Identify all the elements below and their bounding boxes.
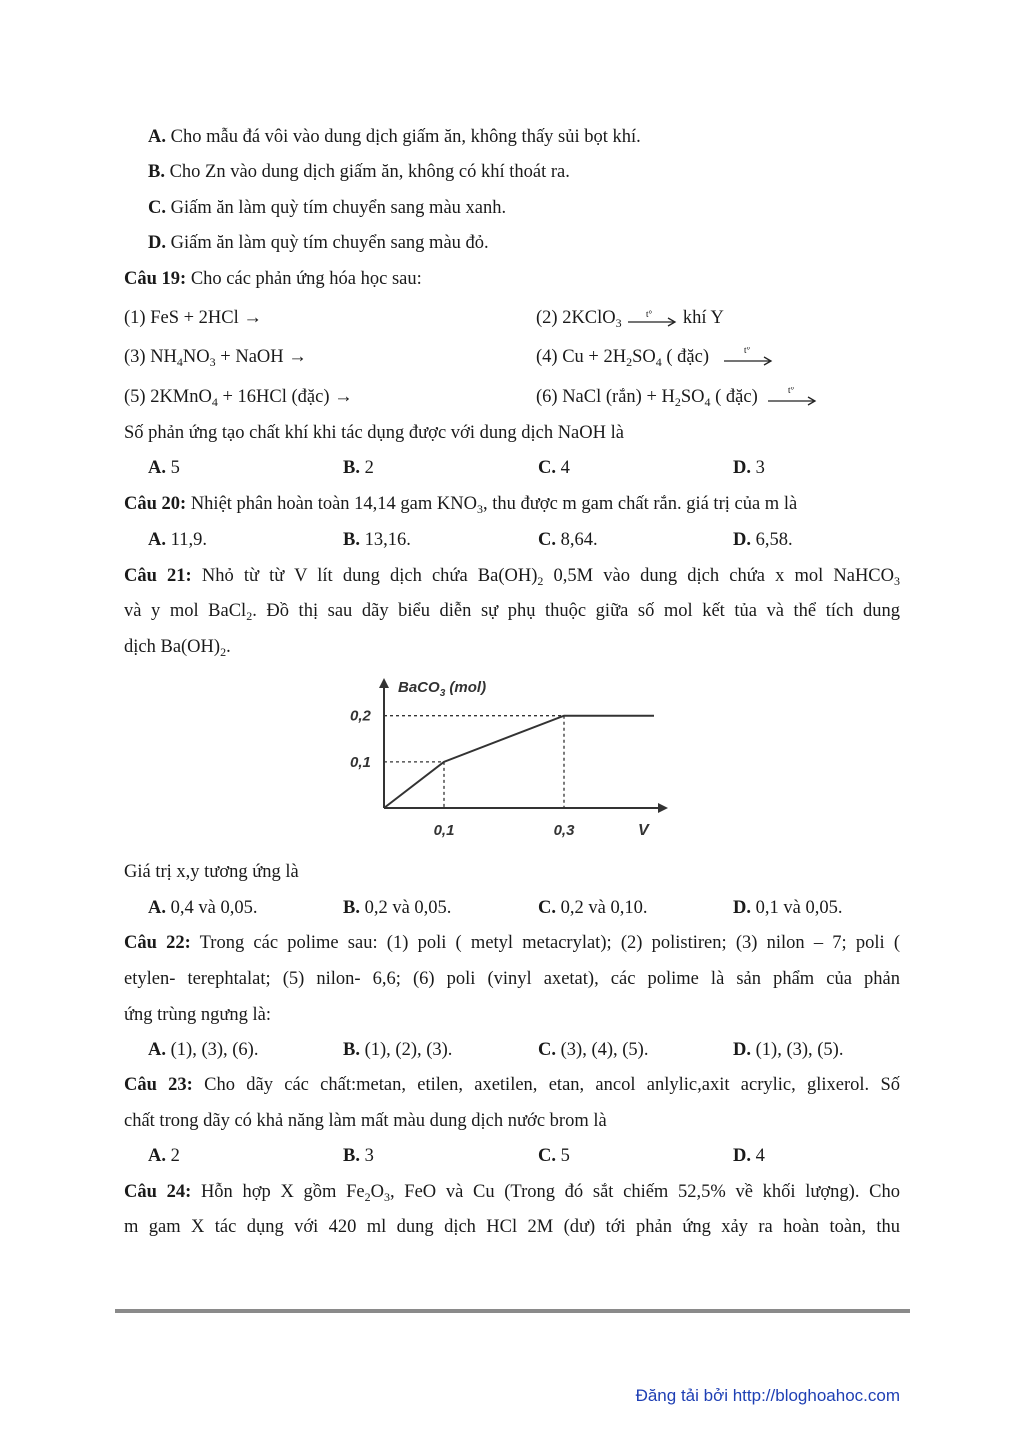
footer-credit: Đăng tải bởi http://bloghoahoc.com xyxy=(635,1386,900,1405)
q23-option-d: D. 4 xyxy=(733,1146,765,1166)
q21-option-b: B. 0,2 và 0,05. xyxy=(343,898,452,918)
q21-line-3: dịch $Ba(OH)_2$. xyxy=(124,637,231,659)
precipitate-chart xyxy=(340,672,680,842)
heat-arrow-icon xyxy=(722,347,774,369)
chart-x-tick-label: 0,3 xyxy=(553,822,575,839)
chart-x-label: V xyxy=(638,822,649,839)
q19-stem: Số phản ứng tạo chất khí khi tác dụng được với dung dịch NaOH là xyxy=(124,423,624,443)
chart-x-arrow-icon xyxy=(658,803,668,813)
q19-reaction-1: (1) FeS + 2HCl → xyxy=(124,308,262,328)
chart-y-tick-label: 0,2 xyxy=(350,707,371,725)
svg-text:t°: t° xyxy=(743,346,750,355)
q22-line-1: Câu 22: Trong các polime sau: (1) poli ( metyl metacrylat); (2) polistiren; (3) nilon – 7; poli ( xyxy=(124,933,900,953)
q21-option-a: A. 0,4 và 0,05. xyxy=(148,898,258,918)
q20-option-a: A. 11,9. xyxy=(148,530,207,550)
footer-divider xyxy=(115,1309,910,1313)
q20-option-b: B. 13,16. xyxy=(343,530,411,550)
q18-option-b: B. Cho Zn vào dung dịch giấm ăn, không có khí thoát ra. xyxy=(148,162,570,182)
svg-text:t°: t° xyxy=(788,386,795,395)
q20-option-d: D. 6,58. xyxy=(733,530,793,550)
q22-option-b: B. (1), (2), (3). xyxy=(343,1040,453,1060)
q19-option-b: B. 2 xyxy=(343,458,374,478)
q24-line-1: Câu 24: Hỗn hợp X gồm $Fe_2O_3$, FeO và Cu (Trong đó sắt chiếm 52,5% về khối lượng). Cho xyxy=(124,1182,900,1204)
q19-option-c: C. 4 xyxy=(538,458,570,478)
q24-line-2: m gam X tác dụng với 420 ml dung dịch HCl 2M (dư) tới phản ứng xảy ra hoàn toàn, thu xyxy=(124,1217,900,1237)
q22-option-a: A. (1), (3), (6). xyxy=(148,1040,259,1060)
q21-stem: Giá trị x,y tương ứng là xyxy=(124,862,299,882)
q20-option-c: C. 8,64. xyxy=(538,530,598,550)
q19-reaction-6: (6) NaCl (rắn) + $H_2SO_4$ ( đặc) t° xyxy=(536,386,818,409)
heat-arrow-icon xyxy=(626,308,678,330)
chart-y-arrow-icon xyxy=(379,678,389,688)
q21-option-d: D. 0,1 và 0,05. xyxy=(733,898,843,918)
q19-title: Câu 19: Cho các phản ứng hóa học sau: xyxy=(124,269,422,289)
q23-line-2: chất trong dãy có khả năng làm mất màu dung dịch nước brom là xyxy=(124,1111,607,1131)
q19-reaction-2: (2) 2KClO$_3$ t° khí Y xyxy=(536,308,724,330)
q18-option-d: D. Giấm ăn làm quỳ tím chuyển sang màu đỏ. xyxy=(148,233,489,253)
chart-y-label: BaCO$_3$ (mol) xyxy=(398,679,487,699)
q22-line-2: etylen- terephtalat; (5) nilon- 6,6; (6) poli (vinyl axetat), các polime là sản phẩm của phản xyxy=(124,969,900,989)
q19-option-d: D. 3 xyxy=(733,458,765,478)
chart-y-tick-label: 0,1 xyxy=(350,753,371,771)
q21-line-2: và y mol BaCl$_2$. Đồ thị sau dãy biểu diễn sự phụ thuộc giữa số mol kết tủa và thể tích dung xyxy=(124,601,900,623)
svg-text:t°: t° xyxy=(646,308,653,319)
chart-x-tick-label: 0,1 xyxy=(433,822,455,839)
q23-option-c: C. 5 xyxy=(538,1146,570,1166)
q18-option-c: C. Giấm ăn làm quỳ tím chuyển sang màu xanh. xyxy=(148,198,507,218)
q21-option-c: C. 0,2 và 0,10. xyxy=(538,898,648,918)
q19-reaction-5: (5) 2KMnO$_4$ + 16HCl (đặc) → xyxy=(124,387,353,409)
q21-line-1: Câu 21: Nhỏ từ từ V lít dung dịch chứa $Ba(OH)_2$ 0,5M vào dung dịch chứa x mol NaHCO$_3$ xyxy=(124,566,901,588)
q18-option-a: A. Cho mẫu đá vôi vào dung dịch giấm ăn, không thấy sủi bọt khí. xyxy=(148,127,641,147)
q23-line-1: Câu 23: Cho dãy các chất:metan, etilen, axetilen, etan, ancol anlylic,axit acrylic, glixerol. Số xyxy=(124,1075,900,1095)
chart-series-line xyxy=(384,716,654,808)
q19-option-a: A. 5 xyxy=(148,458,180,478)
q19-reaction-3: (3) $NH_4NO_3$ + NaOH → xyxy=(124,347,307,369)
q22-option-d: D. (1), (3), (5). xyxy=(733,1040,844,1060)
q22-option-c: C. (3), (4), (5). xyxy=(538,1040,649,1060)
q23-option-a: A. 2 xyxy=(148,1146,180,1166)
q20-title: Câu 20: Nhiệt phân hoàn toàn 14,14 gam $KNO_3$, thu được m gam chất rắn. giá trị của m là xyxy=(124,494,798,516)
q19-reaction-4: (4) $Cu + 2H_2SO_4$ ( đặc) t° xyxy=(536,346,774,369)
heat-arrow-icon xyxy=(766,387,818,409)
q23-option-b: B. 3 xyxy=(343,1146,374,1166)
q22-line-3: ứng trùng ngưng là: xyxy=(124,1005,271,1025)
